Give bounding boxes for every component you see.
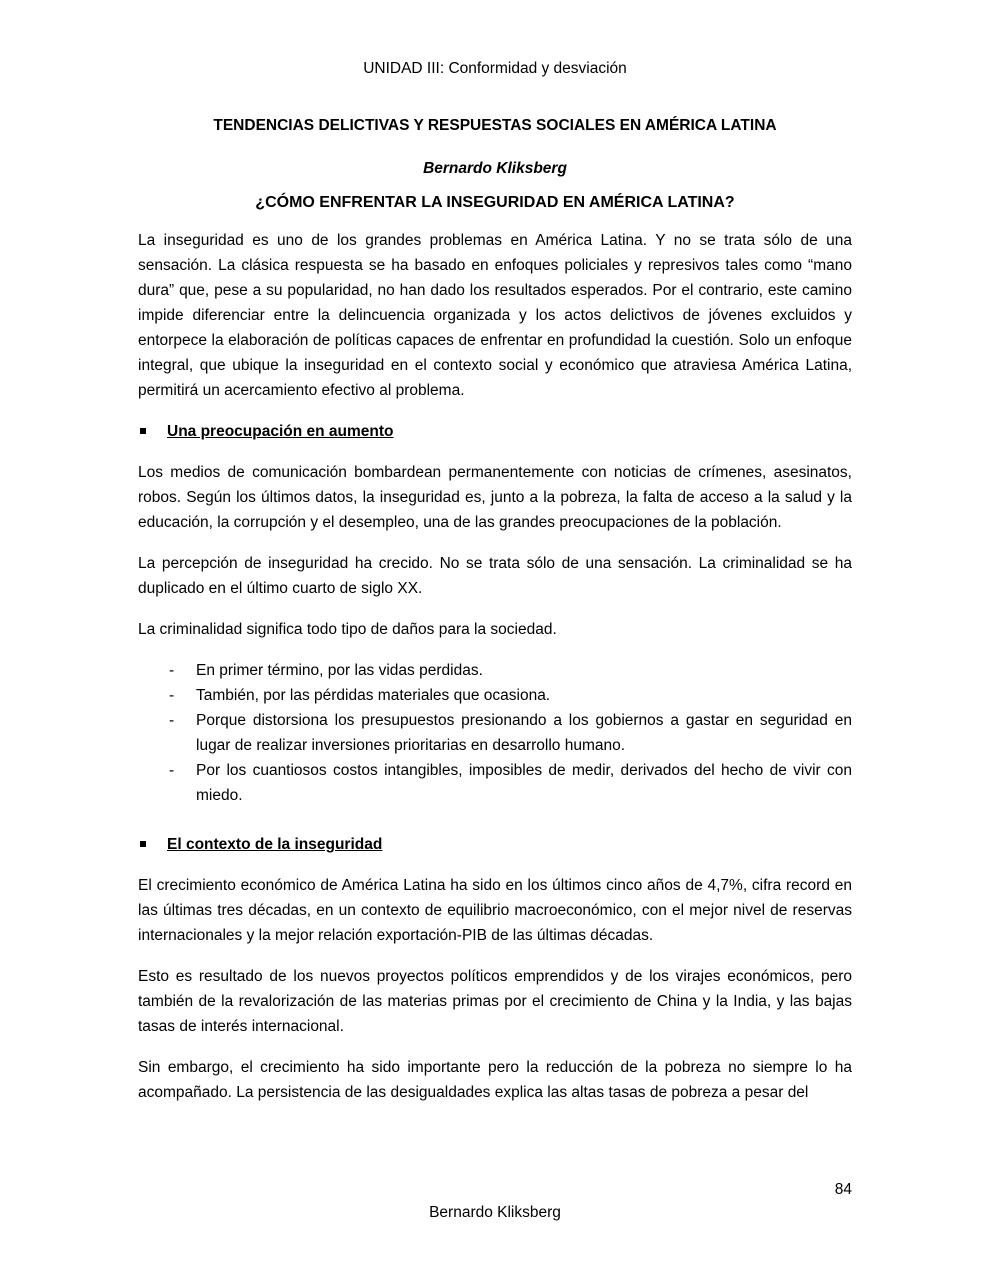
page-number: 84 <box>834 1181 852 1198</box>
paragraph: La criminalidad significa todo tipo de daños para la sociedad. <box>138 621 557 638</box>
section-heading-text: Una preocupación en aumento <box>167 423 394 440</box>
square-bullet-icon <box>140 428 146 434</box>
page-content <box>138 114 852 1154</box>
square-bullet-icon <box>140 841 146 847</box>
dash-marker: - <box>169 662 175 679</box>
paragraph: El crecimiento económico de América Latina ha sido en los últimos cinco años de 4,7%, cifra record en las últimas tres décadas, en un contexto de equilibrio macroeconómico, con el mejor nivel de reservas internacionales y la mejor relación exportación-PIB de las últimas décadas. <box>138 877 852 944</box>
section-heading-contexto <box>138 832 852 857</box>
intro-paragraph: La inseguridad es uno de los grandes problemas en América Latina. Y no se trata sólo de una sensación. La clásica respuesta se ha basado en enfoques policiales y represivos tales como “mano dura” que, pese a su popularidad, no han dado los resultados esperados. Por el contrario, este camino impide diferenciar entre la delincuencia organizada y los actos delictivos de jóvenes excluidos y entorpece la elaboración de políticas capaces de enfrentar en profundidad la cuestión. Solo un enfoque integral, que ubique la inseguridad en el contexto social y económico que atraviesa América Latina, permitirá un acercamiento efectivo al problema. <box>138 232 852 399</box>
article-author: Bernardo Kliksberg <box>423 160 567 177</box>
section-heading-preocupacion <box>138 419 852 444</box>
list-item-text: En primer término, por las vidas perdidas. <box>196 662 483 679</box>
list-item <box>138 683 852 708</box>
list-item <box>138 758 852 808</box>
damages-list <box>138 658 852 808</box>
paragraph: Sin embargo, el crecimiento ha sido importante pero la reducción de la pobreza no siempre lo ha acompañado. La persistencia de las desigualdades explica las altas tasas de pobreza a pesar del <box>138 1059 852 1101</box>
dash-marker: - <box>169 762 175 779</box>
list-item <box>138 658 852 683</box>
list-item-text: Por los cuantiosos costos intangibles, imposibles de medir, derivados del hecho de vivir con miedo. <box>196 762 852 804</box>
article-subtitle: ¿CÓMO ENFRENTAR LA INSEGURIDAD EN AMÉRICA LATINA? <box>255 194 735 211</box>
article-title: TENDENCIAS DELICTIVAS Y RESPUESTAS SOCIALES EN AMÉRICA LATINA <box>213 117 777 134</box>
dash-marker: - <box>169 712 175 729</box>
list-item-text: Porque distorsiona los presupuestos presionando a los gobiernos a gastar en seguridad en lugar de realizar inversiones prioritarias en desarrollo humano. <box>196 712 852 754</box>
paragraph: Los medios de comunicación bombardean permanentemente con noticias de crímenes, asesinatos, robos. Según los últimos datos, la inseguridad es, junto a la pobreza, la falta de acceso a la salud y la educación, la corrupción y el desempleo, una de las grandes preocupaciones de la población. <box>138 464 852 531</box>
list-item <box>138 708 852 758</box>
running-header: UNIDAD III: Conformidad y desviación <box>363 60 627 77</box>
paragraph: La percepción de inseguridad ha crecido. No se trata sólo de una sensación. La criminalidad se ha duplicado en el último cuarto de siglo XX. <box>138 555 852 597</box>
running-footer: Bernardo Kliksberg <box>429 1204 561 1221</box>
dash-marker: - <box>169 687 175 704</box>
section-heading-text: El contexto de la inseguridad <box>167 836 383 853</box>
list-item-text: También, por las pérdidas materiales que ocasiona. <box>196 687 551 704</box>
paragraph: Esto es resultado de los nuevos proyectos políticos emprendidos y de los virajes económicos, pero también de la revalorización de las materias primas por el crecimiento de China y la India, y las bajas tasas de interés internacional. <box>138 968 852 1035</box>
